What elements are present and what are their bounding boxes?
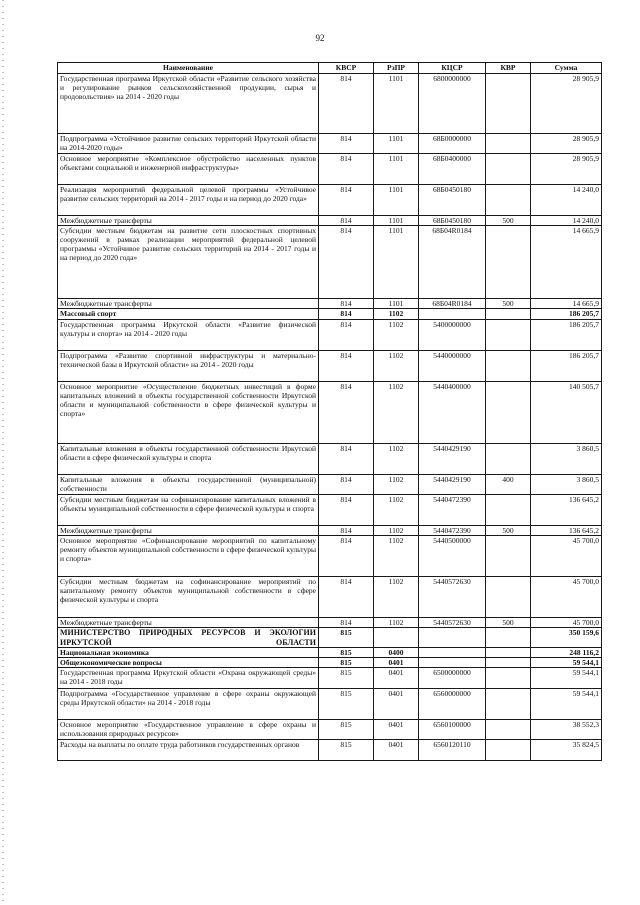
table-row bbox=[58, 658, 602, 668]
cell-name: Основное мероприятие «Комплексное обустройство населенных пунктов объектами социальной и инженерной инфраструктуры» bbox=[58, 154, 319, 185]
cell-name: Межбюджетные трансферты bbox=[58, 216, 319, 226]
cell-sum: 28 905,9 bbox=[531, 154, 602, 185]
header-name: Наименование bbox=[58, 63, 319, 74]
cell-sum: 59 544,1 bbox=[531, 689, 602, 720]
cell-kvr: 500 bbox=[486, 526, 531, 536]
header-sum: Сумма bbox=[531, 63, 602, 74]
cell-sum: 59 544,1 bbox=[531, 658, 602, 668]
cell-name: Основное мероприятие «Государственное управление в сфере охраны и использования природных ресурсов» bbox=[58, 720, 319, 740]
table-row bbox=[58, 668, 602, 689]
header-rzpr: РзПР bbox=[374, 63, 419, 74]
scan-margin-dots bbox=[2, 0, 4, 905]
cell-rzpr: 1102 bbox=[374, 536, 419, 577]
cell-name: Реализация мероприятий федеральной целевой программы «Устойчивое развитие сельских территорий на 2014 - 2017 годы и на период до 2020 года» bbox=[58, 185, 319, 216]
cell-kcsr: 5440000000 bbox=[419, 351, 486, 382]
cell-kvsr: 814 bbox=[319, 444, 374, 475]
table-row bbox=[58, 444, 602, 475]
cell-kvsr: 814 bbox=[319, 216, 374, 226]
cell-name: Субсидии местным бюджетам на софинансирование капитальных вложений в объекты муниципальной собственности в сфере физической культуры и спорта bbox=[58, 495, 319, 526]
cell-kcsr: 68Б0000000 bbox=[419, 134, 486, 154]
cell-kvsr: 814 bbox=[319, 74, 374, 134]
table-row bbox=[58, 226, 602, 299]
cell-kvr: 500 bbox=[486, 216, 531, 226]
cell-rzpr: 0401 bbox=[374, 740, 419, 761]
cell-name: Субсидии местным бюджетам на софинансирование мероприятий по капитальному ремонту объектов муниципальной собственности в сфере физической культуры и спорта bbox=[58, 577, 319, 618]
cell-kcsr: 68Б04R0184 bbox=[419, 226, 486, 299]
cell-kvsr: 814 bbox=[319, 526, 374, 536]
cell-kvr bbox=[486, 648, 531, 658]
table-row bbox=[58, 154, 602, 185]
cell-kvsr: 814 bbox=[319, 320, 374, 351]
cell-kcsr: 68Б0450180 bbox=[419, 185, 486, 216]
cell-kvsr: 814 bbox=[319, 495, 374, 526]
cell-rzpr: 1102 bbox=[374, 526, 419, 536]
cell-rzpr: 1102 bbox=[374, 475, 419, 495]
cell-kvsr: 815 bbox=[319, 668, 374, 689]
cell-rzpr: 0401 bbox=[374, 658, 419, 668]
cell-kvr bbox=[486, 320, 531, 351]
cell-rzpr: 1102 bbox=[374, 577, 419, 618]
cell-sum: 59 544,1 bbox=[531, 668, 602, 689]
cell-kvsr: 814 bbox=[319, 134, 374, 154]
cell-kvsr: 814 bbox=[319, 351, 374, 382]
cell-name: Подпрограмма «Государственное управление в сфере охраны окружающей среды Иркутской области» на 2014 - 2018 годы bbox=[58, 689, 319, 720]
cell-kcsr: 68Б0450180 bbox=[419, 216, 486, 226]
table-row bbox=[58, 309, 602, 320]
cell-rzpr: 0400 bbox=[374, 648, 419, 658]
cell-kcsr: 5440500000 bbox=[419, 536, 486, 577]
cell-kcsr bbox=[419, 628, 486, 648]
cell-kvr bbox=[486, 536, 531, 577]
cell-rzpr: 1102 bbox=[374, 320, 419, 351]
cell-rzpr: 1101 bbox=[374, 216, 419, 226]
cell-rzpr: 1102 bbox=[374, 444, 419, 475]
cell-kcsr: 5440400000 bbox=[419, 382, 486, 444]
cell-rzpr: 1101 bbox=[374, 154, 419, 185]
cell-name: Межбюджетные трансферты bbox=[58, 618, 319, 628]
cell-kvr bbox=[486, 351, 531, 382]
table-row bbox=[58, 648, 602, 658]
cell-kvsr: 815 bbox=[319, 740, 374, 761]
cell-kvr bbox=[486, 495, 531, 526]
cell-name: Расходы на выплаты по оплате труда работников государственных органов bbox=[58, 740, 319, 761]
cell-rzpr: 0401 bbox=[374, 720, 419, 740]
table-row bbox=[58, 216, 602, 226]
cell-rzpr: 1102 bbox=[374, 618, 419, 628]
cell-kvr: 500 bbox=[486, 618, 531, 628]
cell-name: МИНИСТЕРСТВО ПРИРОДНЫХ РЕСУРСОВ И ЭКОЛОГИИ ИРКУТСКОЙ ОБЛАСТИ bbox=[58, 628, 319, 648]
cell-kcsr: 6560100000 bbox=[419, 720, 486, 740]
cell-rzpr: 1102 bbox=[374, 309, 419, 320]
cell-sum: 14 665,9 bbox=[531, 299, 602, 309]
cell-kcsr: 6500000000 bbox=[419, 668, 486, 689]
cell-rzpr: 1102 bbox=[374, 495, 419, 526]
cell-sum: 14 665,9 bbox=[531, 226, 602, 299]
cell-sum: 136 645,2 bbox=[531, 526, 602, 536]
table-row bbox=[58, 351, 602, 382]
cell-sum: 248 116,2 bbox=[531, 648, 602, 658]
table-row bbox=[58, 740, 602, 761]
cell-sum: 45 700,0 bbox=[531, 536, 602, 577]
header-kvr: КВР bbox=[486, 63, 531, 74]
table-row bbox=[58, 74, 602, 134]
cell-kvsr: 814 bbox=[319, 226, 374, 299]
cell-rzpr: 1101 bbox=[374, 74, 419, 134]
cell-rzpr: 1101 bbox=[374, 226, 419, 299]
table-row bbox=[58, 577, 602, 618]
cell-kvr bbox=[486, 134, 531, 154]
table-row bbox=[58, 475, 602, 495]
cell-rzpr: 1102 bbox=[374, 351, 419, 382]
table-header-row bbox=[58, 63, 602, 74]
table-row bbox=[58, 536, 602, 577]
cell-name: Общеэкономические вопросы bbox=[58, 658, 319, 668]
cell-rzpr: 0401 bbox=[374, 668, 419, 689]
cell-kvsr: 815 bbox=[319, 720, 374, 740]
cell-name: Подпрограмма «Устойчивое развитие сельских территорий Иркутской области на 2014-2020 годы» bbox=[58, 134, 319, 154]
cell-kcsr: 5400000000 bbox=[419, 320, 486, 351]
cell-kvr: 500 bbox=[486, 299, 531, 309]
cell-sum: 45 700,0 bbox=[531, 618, 602, 628]
cell-sum: 38 552,3 bbox=[531, 720, 602, 740]
cell-kvr bbox=[486, 668, 531, 689]
table-row bbox=[58, 689, 602, 720]
cell-name: Межбюджетные трансферты bbox=[58, 526, 319, 536]
header-kcsr: КЦСР bbox=[419, 63, 486, 74]
cell-sum: 3 860,5 bbox=[531, 475, 602, 495]
cell-kvsr: 815 bbox=[319, 628, 374, 648]
cell-kvr bbox=[486, 720, 531, 740]
cell-kcsr: 5440572630 bbox=[419, 618, 486, 628]
cell-kcsr bbox=[419, 648, 486, 658]
cell-kcsr: 5440429190 bbox=[419, 475, 486, 495]
table-row bbox=[58, 299, 602, 309]
page-number: 92 bbox=[315, 33, 325, 43]
cell-rzpr: 1101 bbox=[374, 134, 419, 154]
cell-kvsr: 814 bbox=[319, 309, 374, 320]
cell-name: Капитальные вложения в объекты государственной собственности Иркутской области в сфере физической культуры и спорта bbox=[58, 444, 319, 475]
cell-sum: 186 205,7 bbox=[531, 351, 602, 382]
table-row bbox=[58, 618, 602, 628]
cell-name: Подпрограмма «Развитие спортивной инфраструктуры и материально- технической базы в Иркутской области» на 2014 - 2020 годы bbox=[58, 351, 319, 382]
cell-name: Государственная программа Иркутской области «Развитие физической культуры и спорта» на 2014 - 2020 годы bbox=[58, 320, 319, 351]
cell-sum: 14 240,0 bbox=[531, 216, 602, 226]
cell-kcsr bbox=[419, 309, 486, 320]
cell-name: Массовый спорт bbox=[58, 309, 319, 320]
cell-kvr bbox=[486, 74, 531, 134]
cell-name: Субсидии местным бюджетам на развитие сети плоскостных спортивных сооружений в рамках реализации мероприятий федеральной целевой программы «Устойчивое развитие сельских территорий на 2014 - 2017 годы и на период до 2020 года» bbox=[58, 226, 319, 299]
cell-rzpr: 1102 bbox=[374, 382, 419, 444]
cell-kcsr: 5440472390 bbox=[419, 526, 486, 536]
table-row bbox=[58, 382, 602, 444]
cell-kvsr: 814 bbox=[319, 475, 374, 495]
cell-kvsr: 814 bbox=[319, 618, 374, 628]
cell-kcsr: 5440472390 bbox=[419, 495, 486, 526]
cell-sum: 35 824,5 bbox=[531, 740, 602, 761]
table-row bbox=[58, 495, 602, 526]
cell-sum: 28 905,9 bbox=[531, 134, 602, 154]
table-row bbox=[58, 526, 602, 536]
cell-kvr bbox=[486, 226, 531, 299]
cell-sum: 45 700,0 bbox=[531, 577, 602, 618]
cell-kvr bbox=[486, 740, 531, 761]
cell-name: Основное мероприятие «Софинансирование мероприятий по капитальному ремонту объектов муниципальной собственности в сфере физической культуры и спорта» bbox=[58, 536, 319, 577]
cell-kvr bbox=[486, 658, 531, 668]
cell-kvr bbox=[486, 309, 531, 320]
cell-kcsr: 68Б04R0184 bbox=[419, 299, 486, 309]
cell-kvr bbox=[486, 382, 531, 444]
cell-name: Капитальные вложения в объекты государственной (муниципальной) собственности bbox=[58, 475, 319, 495]
cell-sum: 186 205,7 bbox=[531, 320, 602, 351]
cell-kvsr: 814 bbox=[319, 382, 374, 444]
cell-kcsr: 6800000000 bbox=[419, 74, 486, 134]
cell-kvr bbox=[486, 444, 531, 475]
cell-kcsr: 5440572630 bbox=[419, 577, 486, 618]
header-kvsr: КВСР bbox=[319, 63, 374, 74]
cell-sum: 186 205,7 bbox=[531, 309, 602, 320]
cell-name: Государственная программа Иркутской области «Развитие сельского хозяйства и регулирование рынков сельскохозяйственной продукции, сырья и продовольствия» на 2014 - 2020 годы bbox=[58, 74, 319, 134]
cell-kvsr: 815 bbox=[319, 689, 374, 720]
cell-name: Межбюджетные трансферты bbox=[58, 299, 319, 309]
cell-name: Национальная экономика bbox=[58, 648, 319, 658]
cell-kvsr: 814 bbox=[319, 299, 374, 309]
table-row bbox=[58, 628, 602, 648]
cell-kvr bbox=[486, 689, 531, 720]
cell-sum: 350 159,6 bbox=[531, 628, 602, 648]
budget-table bbox=[57, 62, 602, 761]
cell-kvsr: 815 bbox=[319, 658, 374, 668]
cell-kvsr: 814 bbox=[319, 577, 374, 618]
cell-kvsr: 814 bbox=[319, 536, 374, 577]
cell-name: Основное мероприятие «Осуществление бюджетных инвестиций в форме капитальных вложений в объекты государственной собственности Иркутской области и муниципальной собственности в сфере физической культуры и спорта» bbox=[58, 382, 319, 444]
cell-kvr: 400 bbox=[486, 475, 531, 495]
table-row bbox=[58, 320, 602, 351]
cell-kcsr: 5440429190 bbox=[419, 444, 486, 475]
cell-name: Государственная программа Иркутской области «Охрана окружающей среды» на 2014 - 2018 годы bbox=[58, 668, 319, 689]
cell-sum: 3 860,5 bbox=[531, 444, 602, 475]
cell-sum: 14 240,0 bbox=[531, 185, 602, 216]
cell-rzpr: 0401 bbox=[374, 689, 419, 720]
table-row bbox=[58, 134, 602, 154]
cell-kvsr: 814 bbox=[319, 185, 374, 216]
cell-kcsr: 68Б0400000 bbox=[419, 154, 486, 185]
cell-kcsr: 6560000000 bbox=[419, 689, 486, 720]
table-row bbox=[58, 720, 602, 740]
cell-kvr bbox=[486, 154, 531, 185]
cell-sum: 136 645,2 bbox=[531, 495, 602, 526]
cell-kcsr bbox=[419, 658, 486, 668]
cell-rzpr bbox=[374, 628, 419, 648]
cell-kvr bbox=[486, 628, 531, 648]
table-row bbox=[58, 185, 602, 216]
cell-sum: 28 905,9 bbox=[531, 74, 602, 134]
cell-kvr bbox=[486, 185, 531, 216]
cell-kvsr: 815 bbox=[319, 648, 374, 658]
cell-kvr bbox=[486, 577, 531, 618]
cell-kcsr: 6560120110 bbox=[419, 740, 486, 761]
cell-sum: 140 505,7 bbox=[531, 382, 602, 444]
cell-kvsr: 814 bbox=[319, 154, 374, 185]
cell-rzpr: 1101 bbox=[374, 185, 419, 216]
cell-rzpr: 1101 bbox=[374, 299, 419, 309]
